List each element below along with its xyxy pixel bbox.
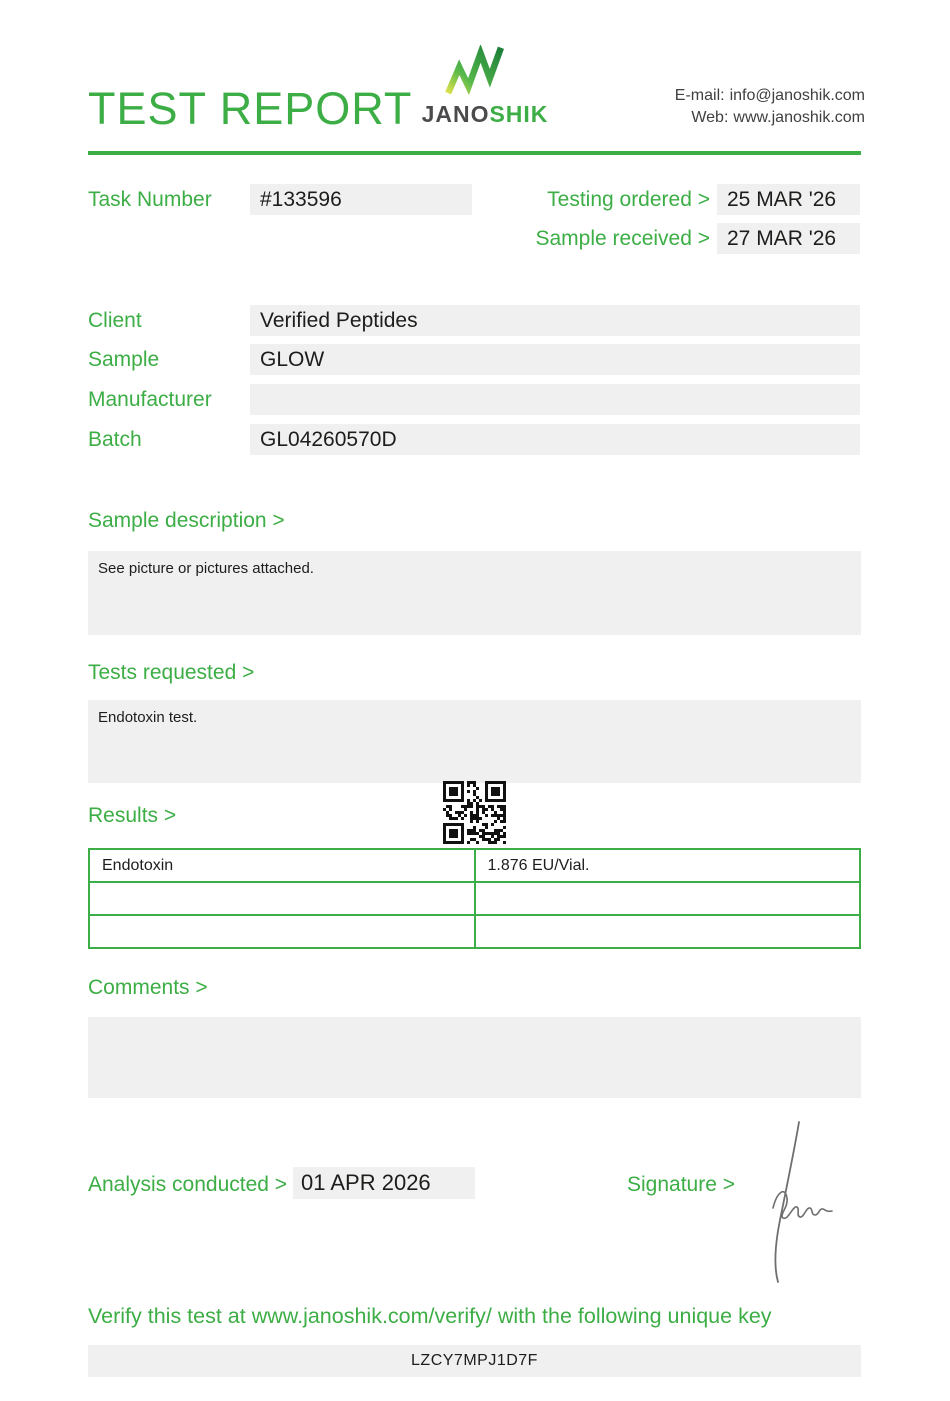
verify-key: LZCY7MPJ1D7F [88, 1345, 861, 1377]
sample-received-value: 27 MAR '26 [717, 223, 860, 254]
result-analyte-cell [89, 882, 475, 915]
analysis-conducted-value: 01 APR 2026 [293, 1167, 475, 1199]
result-analyte-cell: Endotoxin [89, 849, 475, 882]
email-label: E-mail: [674, 87, 725, 104]
contact-block [675, 85, 865, 129]
verify-instruction: Verify this test at www.janoshik.com/verify/ with the following unique key [88, 1304, 772, 1328]
tests-requested-body: Endotoxin test. [88, 700, 861, 783]
client-label: Client [88, 309, 142, 332]
logo-text-secondary: SHIK [489, 101, 549, 127]
web-label: Web: [691, 109, 729, 126]
signature-label: Signature > [627, 1173, 735, 1196]
comments-heading: Comments > [88, 976, 208, 999]
page-title: TEST REPORT [88, 83, 413, 134]
table-row [89, 882, 860, 915]
results-heading: Results > [88, 804, 177, 827]
manufacturer-label: Manufacturer [88, 388, 212, 411]
logo-wordmark [420, 101, 550, 128]
sample-value: GLOW [250, 344, 860, 375]
table-row [89, 849, 860, 882]
table-row [89, 915, 860, 948]
manufacturer-value [250, 384, 860, 415]
contact-web [675, 107, 865, 129]
growth-chart-icon [443, 45, 507, 95]
analysis-conducted-label: Analysis conducted > [88, 1173, 288, 1196]
header-divider [88, 151, 861, 155]
sample-label: Sample [88, 348, 160, 371]
testing-ordered-label: Testing ordered > [547, 188, 710, 211]
result-analyte-cell [89, 915, 475, 948]
email-value: info@janoshik.com [729, 87, 865, 104]
qr-code [443, 781, 506, 844]
tests-requested-heading: Tests requested > [88, 661, 255, 684]
logo-text-primary: JANO [421, 101, 490, 127]
comments-body [88, 1017, 861, 1098]
sample-description-heading: Sample description > [88, 509, 285, 532]
result-value-cell: 1.876 EU/Vial. [475, 849, 861, 882]
testing-ordered-value: 25 MAR '26 [717, 184, 860, 215]
web-value: www.janoshik.com [733, 109, 865, 126]
batch-value: GL04260570D [250, 424, 860, 455]
task-number-value: #133596 [250, 184, 472, 215]
task-number-label: Task Number [88, 188, 212, 211]
result-value-cell [475, 882, 861, 915]
batch-label: Batch [88, 428, 142, 451]
sample-received-label: Sample received > [535, 227, 710, 250]
result-value-cell [475, 915, 861, 948]
handwritten-signature [752, 1112, 844, 1292]
contact-email [675, 85, 865, 107]
logo [443, 45, 507, 95]
client-value: Verified Peptides [250, 305, 860, 336]
results-table [88, 848, 861, 949]
sample-description-body: See picture or pictures attached. [88, 551, 861, 635]
